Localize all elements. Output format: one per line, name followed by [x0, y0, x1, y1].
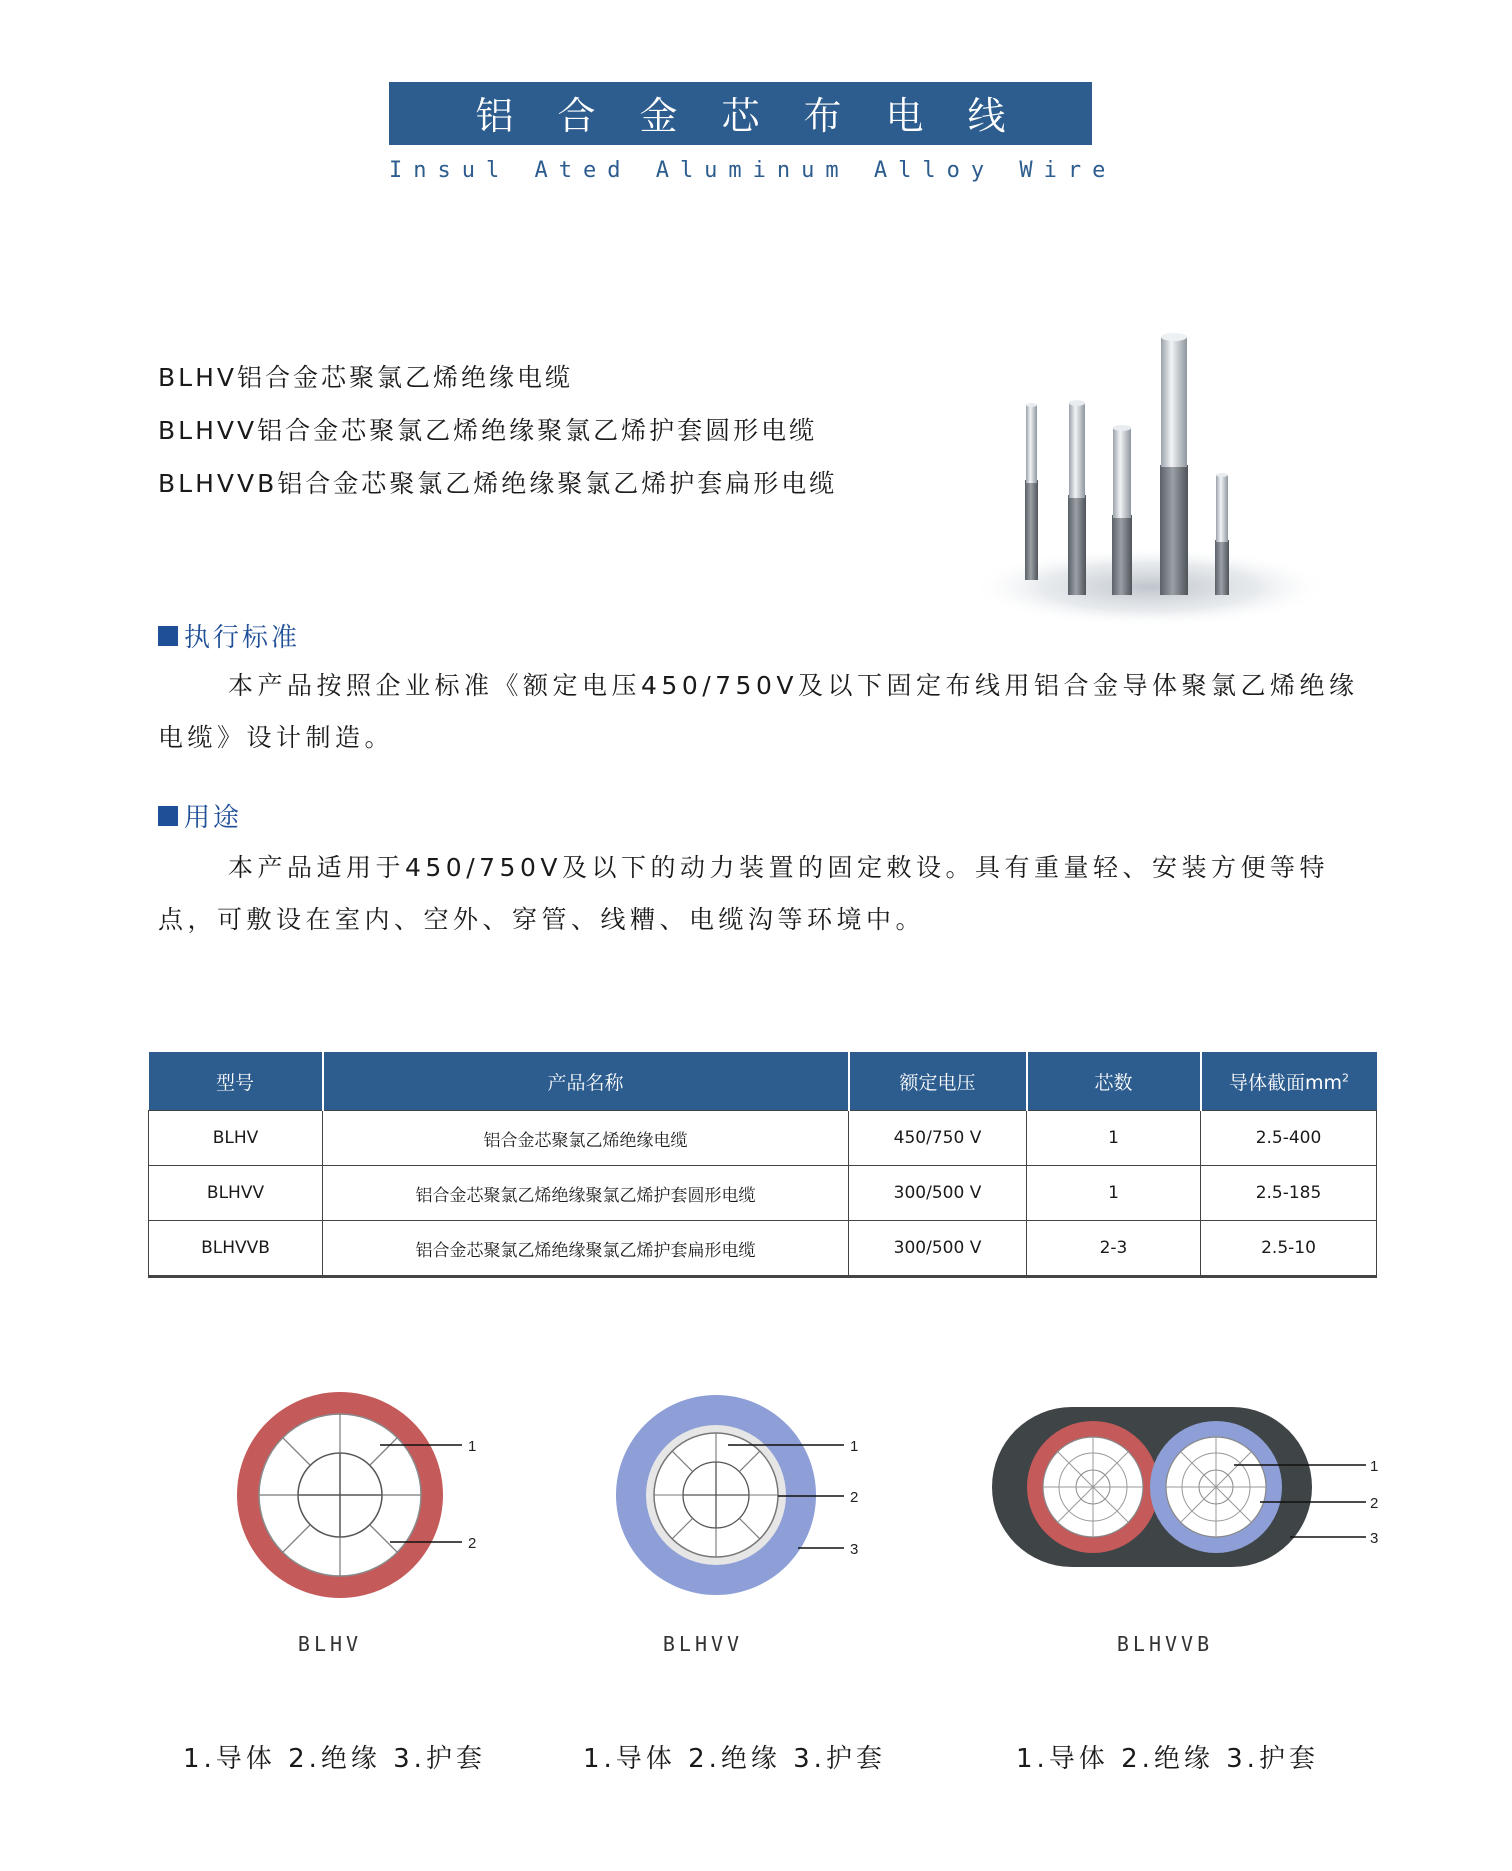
cell-cores: 1 — [1027, 1111, 1201, 1166]
cell-voltage: 300/500 V — [849, 1166, 1027, 1221]
diagram-label-blhvv: BLHVV — [662, 1632, 744, 1656]
cell-section: 2.5-10 — [1201, 1221, 1377, 1277]
table-header-row — [149, 1052, 1377, 1111]
product-line-blhv: BLHV铝合金芯聚氯乙烯绝缘电缆 — [158, 363, 573, 392]
cell-voltage: 450/750 V — [849, 1111, 1027, 1166]
cell-name: 铝合金芯聚氯乙烯绝缘电缆 — [323, 1111, 849, 1166]
col-header-section: 导体截面$mm^2$ — [1201, 1052, 1377, 1111]
blhv-cross-section-diagram — [230, 1385, 500, 1605]
standard-section-heading: 执行标准 — [158, 617, 300, 654]
title-banner — [389, 82, 1092, 142]
col-header-model: 型号 — [149, 1052, 323, 1111]
usage-paragraph: 本产品适用于450/750V及以下的动力装置的固定敕设。具有重量轻、安装方便等特点，可敷设在室内、空外、穿管、线糟、电缆沟等环境中。 — [158, 853, 1329, 934]
wire-samples-image — [960, 325, 1330, 625]
title-underline — [389, 142, 1092, 145]
callout-1: 1 — [468, 1438, 477, 1455]
spec-table — [148, 1052, 1377, 1278]
legend-blhvv: 1.导体 2.绝缘 3.护套 — [583, 1744, 886, 1774]
table-row — [149, 1166, 1377, 1221]
col-header-voltage: 额定电压 — [849, 1052, 1027, 1111]
cell-name: 铝合金芯聚氯乙烯绝缘聚氯乙烯护套圆形电缆 — [323, 1166, 849, 1221]
section-bullet-icon — [158, 626, 178, 646]
cell-model: BLHVV — [149, 1166, 323, 1221]
usage-section-heading: 用途 — [158, 797, 242, 834]
callout-2: 2 — [850, 1489, 859, 1506]
page-subtitle: Insul Ated Aluminum Alloy Wire — [389, 158, 1117, 183]
cell-voltage: 300/500 V — [849, 1221, 1027, 1277]
page-title: 铝合金芯布电线 — [475, 93, 1050, 138]
diagram-label-blhvvb: BLHVVB — [1116, 1632, 1214, 1656]
blhvvb-cross-section-diagram — [990, 1405, 1390, 1585]
cell-cores: 1 — [1027, 1166, 1201, 1221]
table-row — [149, 1111, 1377, 1166]
standard-paragraph: 本产品按照企业标准《额定电压450/750V及以下固定布线用铝合金导体聚氯乙烯绝缘电缆》设计制造。 — [158, 671, 1359, 752]
product-line-blhvv: BLHVV铝合金芯聚氯乙烯绝缘聚氯乙烯护套圆形电缆 — [158, 416, 818, 445]
col-header-cores: 芯数 — [1027, 1052, 1201, 1111]
cell-section: 2.5-185 — [1201, 1166, 1377, 1221]
callout-2: 2 — [468, 1535, 477, 1552]
callout-3: 3 — [850, 1541, 859, 1558]
callout-2: 2 — [1370, 1495, 1379, 1512]
table-row — [149, 1221, 1377, 1277]
callout-3: 3 — [1370, 1530, 1379, 1547]
legend-blhvvb: 1.导体 2.绝缘 3.护套 — [1016, 1744, 1319, 1774]
diagram-label-blhv: BLHV — [297, 1632, 363, 1656]
product-line-blhvvb: BLHVVB铝合金芯聚氯乙烯绝缘聚氯乙烯护套扁形电缆 — [158, 469, 838, 498]
cell-model: BLHVVB — [149, 1221, 323, 1277]
cell-section: 2.5-400 — [1201, 1111, 1377, 1166]
cell-name: 铝合金芯聚氯乙烯绝缘聚氯乙烯护套扁形电缆 — [323, 1221, 849, 1277]
cell-model: BLHV — [149, 1111, 323, 1166]
callout-1: 1 — [850, 1438, 859, 1455]
cell-cores: 2-3 — [1027, 1221, 1201, 1277]
callout-1: 1 — [1370, 1458, 1379, 1475]
legend-blhv: 1.导体 2.绝缘 3.护套 — [183, 1744, 486, 1774]
section-bullet-icon — [158, 806, 178, 826]
blhvv-cross-section-diagram — [608, 1385, 878, 1605]
col-header-name: 产品名称 — [323, 1052, 849, 1111]
